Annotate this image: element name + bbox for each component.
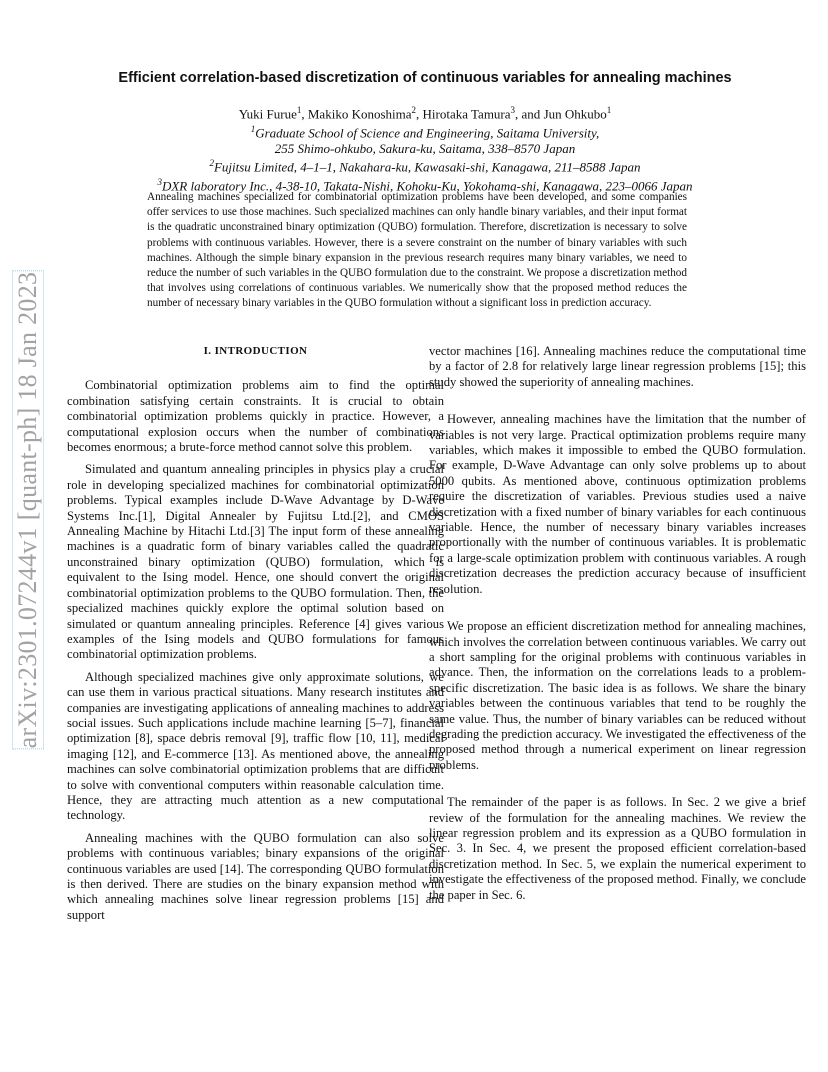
body-paragraph: Combinatorial optimization problems aim to find the optimal combination satisfying certain constraints. It is crucial to obtain combinatorial optimization problems quickly in practice. However, a computational explosion occurs when the number of combinations becomes enormous; a brute-force method cannot solve this problem.	[67, 378, 444, 455]
author-affiliation-mark: 2	[411, 105, 417, 115]
affiliation-line: DXR laboratory Inc., 4-38-10, Takata-Nishi, Kohoku-Ku, Yokohama-shi, Kanagawa, 223–0066 Japan	[161, 178, 693, 194]
author-affiliation-mark: 1	[296, 105, 302, 115]
author-affiliation-mark: 3	[510, 105, 516, 115]
author-block	[60, 103, 790, 194]
affiliation-1-address: 255 Shimo-ohkubo, Sakura-ku, Saitama, 338–8570 Japan	[274, 140, 576, 156]
arxiv-sidebar-stamp	[8, 250, 48, 770]
author-name: Jun Ohkubo	[543, 106, 607, 122]
affiliation-mark: 1	[250, 123, 256, 134]
paper-title: Efficient correlation-based discretization of continuous variables for annealing machines	[118, 70, 732, 86]
affiliation-1	[60, 122, 790, 141]
affiliation-line: Graduate School of Science and Engineering, Saitama University,	[255, 125, 600, 141]
affiliation-line: Fujitsu Limited, 4–1–1, Nakahara-ku, Kawasaki-shi, Kanagawa, 211–8588 Japan	[213, 159, 641, 175]
affiliation-mark: 2	[209, 158, 214, 169]
body-paragraph: We propose an efficient discretization method for annealing machines, which involves the correlation between continuous variables. We carry out a short sampling for the original problems with continuous variables in advance. Then, the information on the correlations leads to a problem-specific discretization. The basic idea is as follows. We share the binary variables between the continuous variables that tend to be roughly the same value. Thus, the number of binary variables can be reduced without degrading the prediction accuracy. We investigated the effectiveness of the proposed method through a numerical experiment on linear regression problems.	[429, 619, 806, 772]
author-name: Hirotaka Tamura	[422, 106, 511, 122]
body-paragraph: vector machines [16]. Annealing machines reduce the computational time by a factor of 2.8 for relatively large linear regression problems [15]; this study showed the superiority of annealing machines.	[429, 344, 806, 389]
affiliation-2	[60, 156, 790, 175]
section-heading-introduction: I. INTRODUCTION	[203, 345, 308, 357]
author-affiliation-mark: 1	[606, 105, 612, 115]
abstract: Annealing machines specialized for combinatorial optimization problems have been developed, and some companies offer services to use those machines. Such specialized machines can only handle binary variables, and their input format is the quadratic unconstrained binary optimization (QUBO) formulation. Therefore, discretization is necessary to solve problems with continuous variables. However, there is a severe constraint on the number of binary variables with such machines. Although the simple binary expansion in the previous research requires many binary variables, we need to reduce the number of such variables in the QUBO formulation due to the constraint. We propose a discretization method that involves using correlations of continuous variables. We numerically show that the proposed method reduces the number of necessary binary variables in the QUBO formulation without a significant loss in prediction accuracy.	[147, 191, 687, 310]
affiliation-mark: 3	[157, 176, 162, 187]
author-list: Yuki Furue$^1$, Makiko Konoshima$^2$, Hirotaka Tamura$^3$, and Jun Ohkubo$^1$	[238, 105, 612, 122]
right-column	[429, 344, 806, 903]
author-name: Yuki Furue	[238, 106, 297, 122]
author-name: Makiko Konoshima	[307, 106, 412, 122]
body-paragraph: Annealing machines with the QUBO formulation can also solve problems with continuous variables; binary expansions of the original continuous variables are used [14]. The corresponding QUBO formulation is then derived. There are studies on the binary expansion method with which annealing machines solve linear regression problems [15] and support	[67, 830, 444, 922]
arxiv-identifier: arXiv:2301.07244v1 [quant-ph] 18 Jan 2023	[13, 271, 42, 749]
body-paragraph: Although specialized machines give only approximate solutions, we can use them in various practical situations. Many research institutes and companies are investigating applications of annealing machines to address social issues. Such applications include machine learning [5–7], financial optimization [8], space debris removal [9], traffic flow [10, 11], medical imaging [12], and E-commerce [13]. As mentioned above, the annealing machines can solve combinatorial optimization problems that are difficult to solve with conventional computers within reasonable calculation time. Hence, they are attracting much attention as a new computational technology.	[67, 669, 444, 823]
left-column	[67, 344, 444, 923]
body-paragraph: However, annealing machines have the limitation that the number of variables is not very large. Practical optimization problems require many variables, which makes it impossible to embed the QUBO formulation. For example, D-Wave Advantage can only solve problems up to about 5000 qubits. As mentioned above, continuous optimization problems require the discretization of variables. Previous studies used a naive discretization with a fixed number of binary variables for each continuous variable. Hence, the number of necessary binary variables increases proportionally with the number of continuous variables. It is problematic for a large-scale optimization problem with continuous variables. A rough discretization decreases the prediction accuracy because of insufficient resolution.	[429, 412, 806, 596]
body-paragraph: Simulated and quantum annealing principles in physics play a crucial role in developing specialized machines for combinatorial optimization problems. Typical examples include D-Wave Advantage by D-Wave Systems Inc.[1], Digital Annealer by Fujitsu Ltd.[2], and CMOS Annealing Machine by Hitachi Ltd.[3] The input form of these annealing machines is a quadratic form of binary variables called the quadratic unconstrained binary optimization (QUBO) formulation, which is equivalent to the Ising model. Hence, one should convert the original combinatorial optimization problems to the QUBO formulation. Then, the specialized machines quickly explore the optimal solution based on simulated or quantum annealing principles. Reference [4] gives various examples of the Ising models and QUBO formulations for famous combinatorial optimization problems.	[67, 462, 444, 662]
body-paragraph: The remainder of the paper is as follows. In Sec. 2 we give a brief review of the formulation for the annealing machines. We review the linear regression problem and its expression as a QUBO formulation in Sec. 3. In Sec. 4, we present the proposed efficient correlation-based discretization method. In Sec. 5, we explain the numerical experiment to investigate the effectiveness of the proposed method. Finally, we conclude the paper in Sec. 6.	[429, 795, 806, 902]
